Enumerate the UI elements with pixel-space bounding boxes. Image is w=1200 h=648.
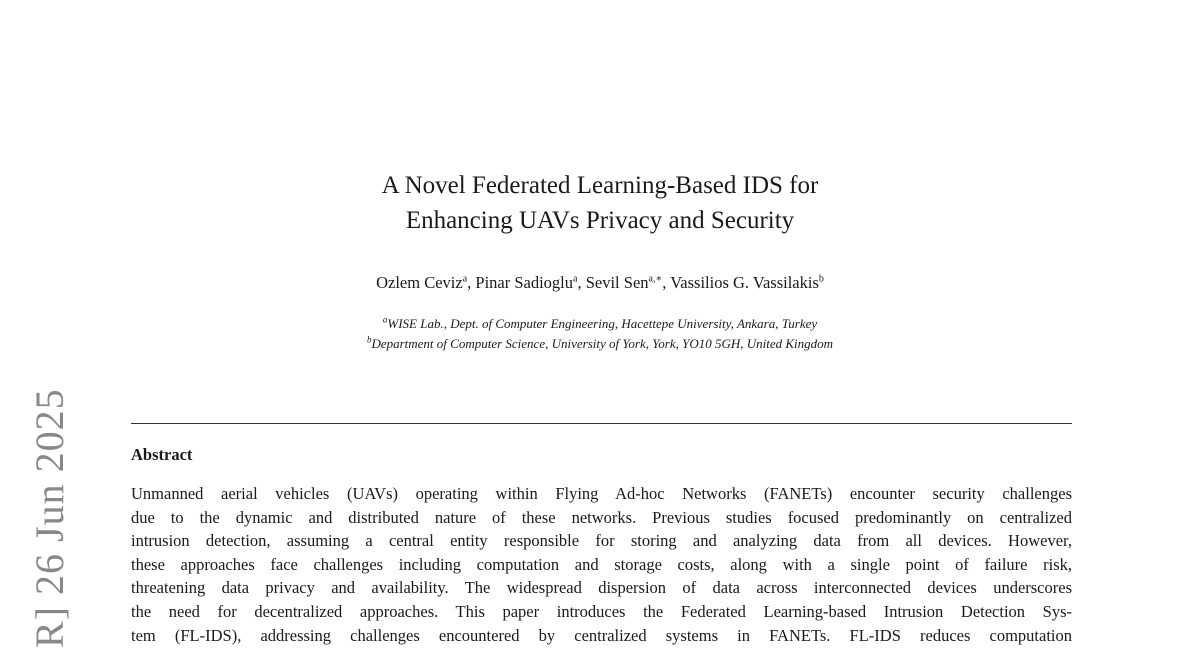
paper-title xyxy=(0,168,1200,238)
arxiv-margin-stamp: R] 26 Jun 2025 xyxy=(27,388,72,648)
abstract-line: threatening data privacy and availability. The widespread dispersion of data across interconnected devices underscores xyxy=(131,578,1072,598)
affiliation-text: WISE Lab., Dept. of Computer Engineering, Hacettepe University, Ankara, Turkey xyxy=(387,316,818,331)
author-affiliation-mark: a,∗ xyxy=(648,273,663,285)
abstract-line: Unmanned aerial vehicles (UAVs) operating within Flying Ad-hoc Networks (FANETs) encounter security challenges xyxy=(131,484,1072,503)
author-affiliation-mark: b xyxy=(818,273,824,285)
author-list xyxy=(0,272,1200,294)
author-separator: , xyxy=(662,273,671,292)
affiliation-mark: a xyxy=(382,314,388,325)
abstract-body xyxy=(131,482,1072,647)
author-separator: , xyxy=(467,273,476,292)
author-name: Vassilios G. Vassilakis xyxy=(670,273,819,292)
author-name: Ozlem Ceviz xyxy=(376,273,463,292)
title-line-2: Enhancing UAVs Privacy and Security xyxy=(405,207,795,234)
section-divider xyxy=(131,423,1072,424)
title-line-1: A Novel Federated Learning-Based IDS for xyxy=(381,172,819,199)
abstract-heading: Abstract xyxy=(131,445,193,464)
abstract-line: tem (FL-IDS), addressing challenges encountered by centralized systems in FANETs. FL-IDS reduces computation xyxy=(131,625,1072,645)
affiliation-mark: b xyxy=(366,334,372,345)
author-name: Sevil Sen xyxy=(585,273,649,292)
abstract-line: these approaches face challenges including computation and storage costs, along with a single point of failure risk, xyxy=(131,554,1072,574)
author-affiliation-mark: a xyxy=(573,273,578,285)
author-affiliation-mark: a xyxy=(462,273,468,285)
affiliation-text: Department of Computer Science, University of York, York, YO10 5GH, United Kingdom xyxy=(371,336,834,351)
affiliation-item xyxy=(0,334,1200,354)
affiliation-item xyxy=(0,314,1200,334)
author-separator: , xyxy=(577,273,586,292)
abstract-line: due to the dynamic and distributed nature of these networks. Previous studies focused predominantly on centralized xyxy=(131,507,1072,527)
author-name: Pinar Sadioglu xyxy=(475,273,574,292)
abstract-line: intrusion detection, assuming a central entity responsible for storing and analyzing data from all devices. However, xyxy=(131,531,1072,551)
affiliation-list xyxy=(0,314,1200,354)
abstract-line: the need for decentralized approaches. This paper introduces the Federated Learning-based Intrusion Detection Sys- xyxy=(131,601,1072,621)
